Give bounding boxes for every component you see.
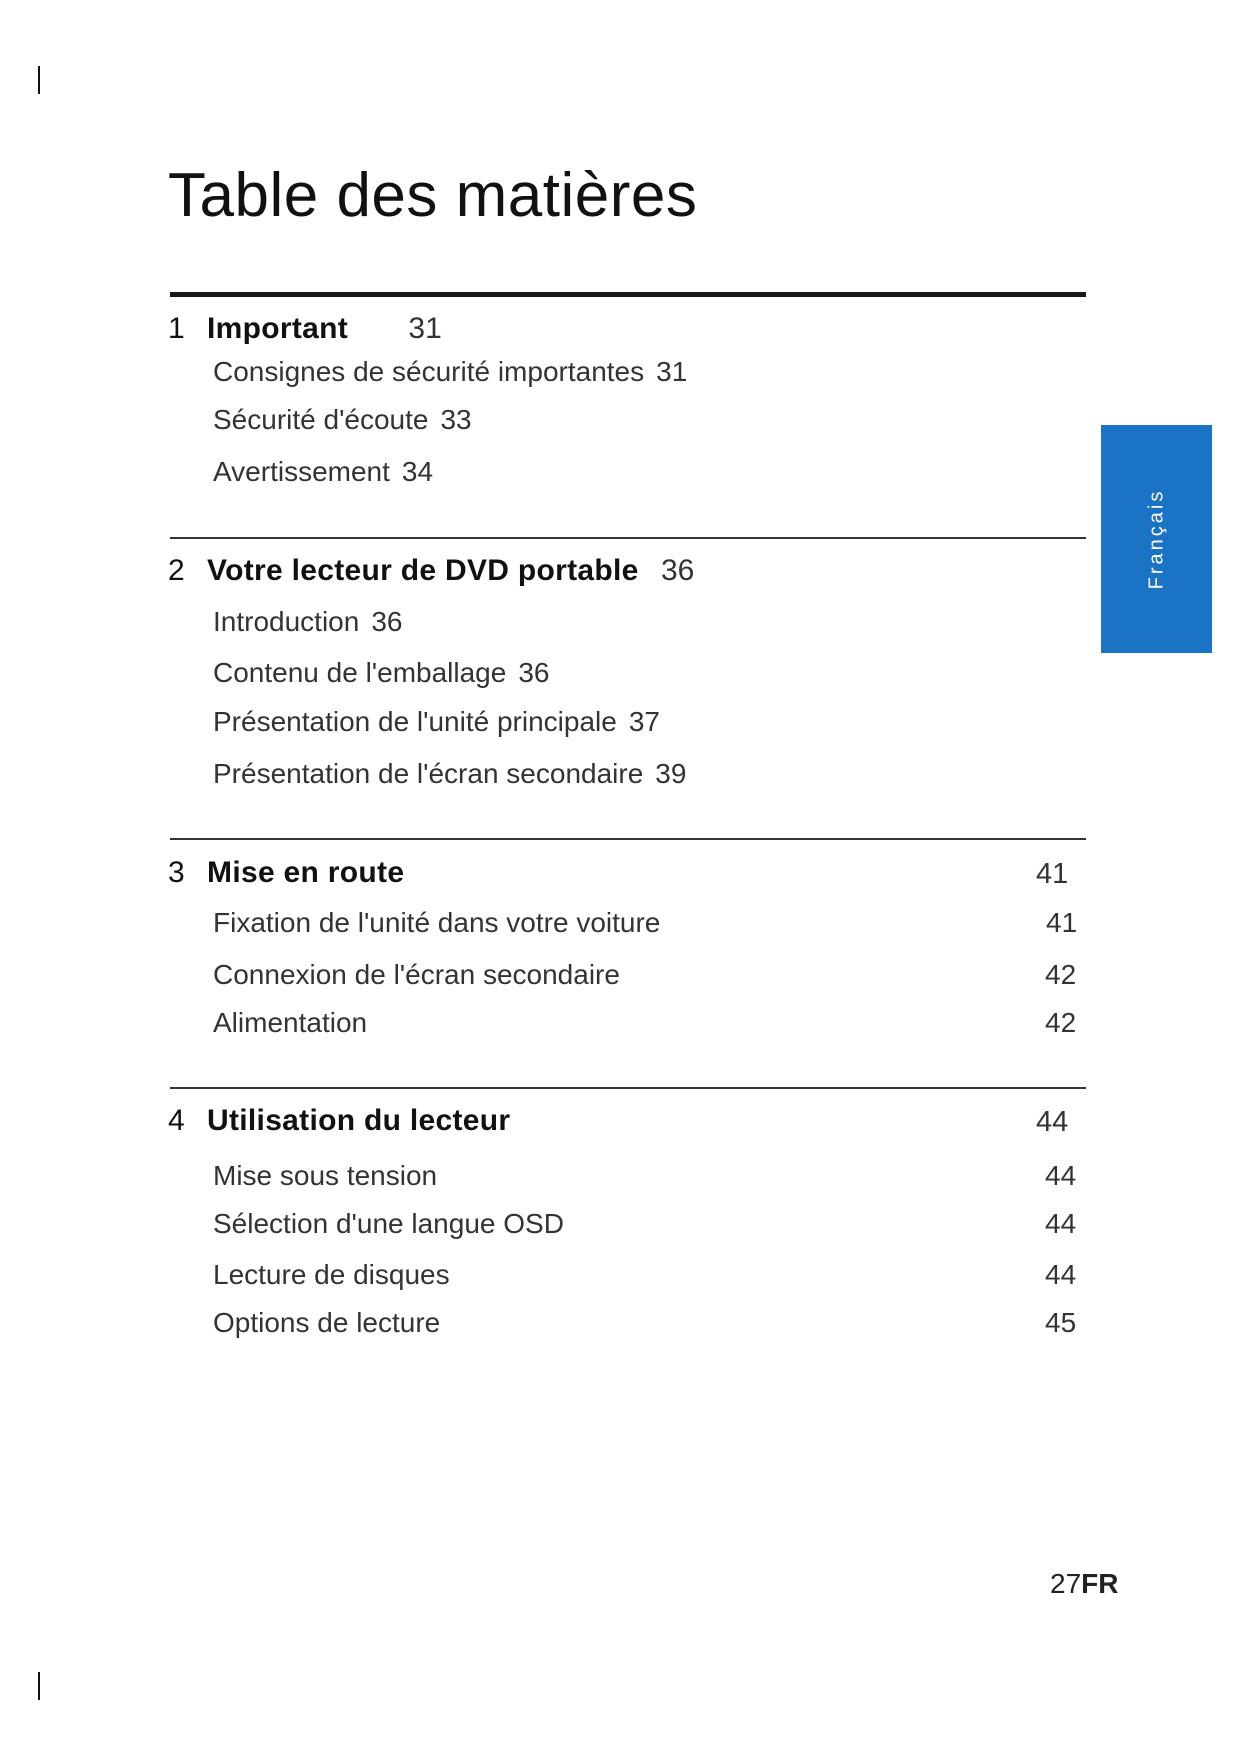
entry-label: Contenu de l'emballage bbox=[213, 657, 507, 688]
toc-entry[interactable] bbox=[213, 356, 687, 388]
toc-entry[interactable] bbox=[213, 1307, 440, 1339]
page-language-code: FR bbox=[1081, 1568, 1119, 1599]
section-title: Utilisation du lecteur bbox=[207, 1104, 511, 1137]
entry-label: Alimentation bbox=[213, 1007, 368, 1038]
entry-label: Avertissement bbox=[213, 456, 390, 487]
entry-page: 36 bbox=[518, 657, 550, 688]
entry-label: Lecture de disques bbox=[213, 1259, 450, 1290]
toc-entry[interactable] bbox=[213, 706, 660, 738]
entry-label: Présentation de l'unité principale bbox=[213, 706, 617, 737]
entry-label: Sécurité d'écoute bbox=[213, 404, 429, 435]
entry-page: 36 bbox=[371, 606, 403, 637]
section-number: 2 bbox=[168, 554, 185, 587]
entry-label: Introduction bbox=[213, 606, 360, 637]
entry-page: 42 bbox=[1045, 1007, 1077, 1038]
section-title: Votre lecteur de DVD portable bbox=[207, 554, 639, 587]
section-divider-3 bbox=[170, 838, 1086, 840]
toc-entry[interactable] bbox=[213, 1259, 450, 1291]
section-page: 31 bbox=[408, 312, 442, 345]
crop-mark-bottom bbox=[38, 1672, 40, 1700]
toc-entry[interactable] bbox=[213, 758, 686, 790]
entry-page: 44 bbox=[1045, 1160, 1077, 1191]
section-divider-2 bbox=[170, 537, 1086, 539]
entry-page: 44 bbox=[1045, 1208, 1077, 1239]
page-title: Table des matières bbox=[168, 161, 698, 230]
entry-label: Sélection d'une langue OSD bbox=[213, 1208, 564, 1239]
section-page: 36 bbox=[660, 554, 695, 587]
entry-label: Fixation de l'unité dans votre voiture bbox=[213, 907, 661, 938]
toc-entry[interactable] bbox=[213, 606, 402, 638]
section-number: 1 bbox=[168, 312, 185, 345]
section-number: 4 bbox=[168, 1104, 185, 1137]
section-page: 41 bbox=[1036, 858, 1069, 890]
entry-page: 44 bbox=[1045, 1259, 1077, 1290]
toc-entry[interactable] bbox=[213, 456, 433, 488]
entry-page: 41 bbox=[1046, 907, 1078, 938]
toc-section-dvd-player[interactable] bbox=[168, 554, 694, 588]
entry-page: 39 bbox=[655, 758, 687, 789]
section-divider-4 bbox=[170, 1087, 1086, 1089]
entry-page: 34 bbox=[401, 456, 434, 487]
entry-page: 45 bbox=[1045, 1307, 1077, 1338]
entry-label: Options de lecture bbox=[213, 1307, 441, 1338]
entry-label: Consignes de sécurité importantes bbox=[213, 356, 645, 387]
entry-label: Présentation de l'écran secondaire bbox=[213, 758, 644, 789]
toc-entry[interactable] bbox=[213, 1160, 437, 1192]
toc-section-important[interactable] bbox=[168, 312, 442, 346]
entry-label: Connexion de l'écran secondaire bbox=[213, 959, 620, 990]
toc-entry[interactable] bbox=[213, 959, 620, 991]
entry-page: 33 bbox=[440, 404, 472, 435]
section-number: 3 bbox=[168, 856, 185, 889]
toc-entry[interactable] bbox=[213, 907, 660, 939]
crop-mark-top bbox=[38, 66, 40, 94]
toc-entry[interactable] bbox=[213, 1208, 564, 1240]
language-label: Français bbox=[1145, 488, 1167, 590]
entry-page: 31 bbox=[656, 356, 688, 387]
page-number bbox=[1050, 1568, 1118, 1600]
page-number-value: 27 bbox=[1050, 1568, 1082, 1599]
toc-section-using-player[interactable] bbox=[168, 1104, 510, 1138]
entry-page: 42 bbox=[1045, 959, 1077, 990]
section-divider-1 bbox=[170, 292, 1086, 297]
language-side-tab bbox=[1101, 425, 1212, 653]
toc-entry[interactable] bbox=[213, 657, 550, 689]
entry-page: 37 bbox=[628, 706, 660, 737]
toc-section-getting-started[interactable] bbox=[168, 856, 404, 890]
toc-entry[interactable] bbox=[213, 1007, 367, 1039]
section-page: 44 bbox=[1036, 1106, 1069, 1138]
section-title: Important bbox=[207, 312, 349, 345]
entry-label: Mise sous tension bbox=[213, 1160, 438, 1191]
section-title: Mise en route bbox=[207, 856, 405, 889]
toc-entry[interactable] bbox=[213, 404, 472, 436]
